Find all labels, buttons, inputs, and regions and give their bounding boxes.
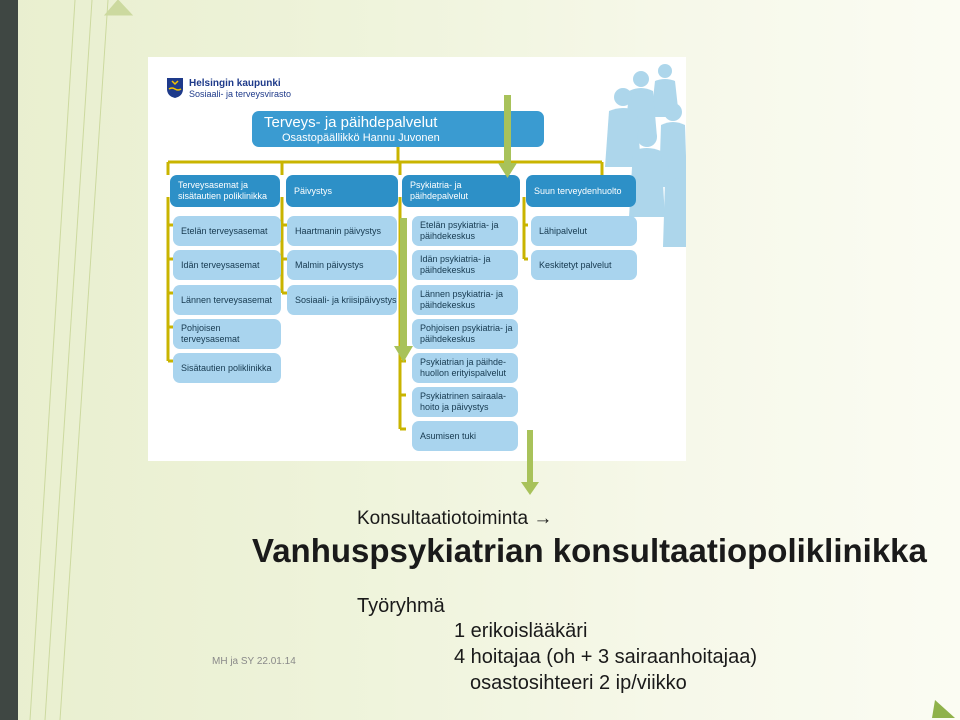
main-heading: Vanhuspsykiatrian konsultaatiopoliklinikka [252,532,927,569]
org-title-box [252,111,544,147]
footer-text: MH ja SY 22.01.14 [212,656,296,667]
org-unit: Etelän psykiatria- ja päihdekeskus [412,216,518,246]
col-header-psykiatria: Psykiatria- ja päihdepalvelut [402,175,520,207]
org-unit: Lännen psykiatria- ja päihdekeskus [412,285,518,315]
org-unit: Pohjoisen terveysasemat [173,319,281,349]
org-unit: Sisätautien poliklinikka [173,353,281,383]
col-header-paivystys: Päivystys [286,175,398,207]
right-arrow-icon: → [533,508,553,529]
logo-city: Helsingin kaupunki [189,77,281,89]
org-unit: Malmin päivystys [287,250,397,280]
col-header-terveysasemat: Terveysasemat ja sisätautien poliklinikka [170,175,280,207]
consult-label: Konsultaatiotoiminta [357,508,529,529]
logo-department: Sosiaali- ja terveysvirasto [189,88,292,99]
org-unit: Sosiaali- ja kriisipäivystys [287,285,397,315]
org-unit: Keskitetyt palvelut [531,250,637,280]
group-label: Työryhmä [357,595,445,617]
consult-line [357,508,552,530]
org-unit: Haartmanin päivystys [287,216,397,246]
org-unit: Lähipalvelut [531,216,637,246]
org-unit: Idän terveysasemat [173,250,281,280]
col-header-suun: Suun terveydenhuolto [526,175,636,207]
team-member: osastosihteeri 2 ip/viikko [470,672,687,694]
org-unit: Etelän terveysasemat [173,216,281,246]
org-unit: Psykiatrinen sairaala- hoito ja päivystys [412,387,518,417]
org-unit: Lännen terveysasemat [173,285,281,315]
org-subtitle: Osastopäällikkö Hannu Juvonen [282,132,440,144]
org-unit: Psykiatrian ja päihde- huollon erityispalvelut [412,353,518,383]
org-unit: Idän psykiatria- ja päihdekeskus [412,250,518,280]
team-member: 4 hoitajaa (oh + 3 sairaanhoitajaa) [454,646,757,668]
org-chart-panel [148,57,686,461]
org-title: Terveys- ja päihdepalvelut [264,114,438,131]
team-member: 1 erikoislääkäri [454,620,588,642]
org-unit: Pohjoisen psykiatria- ja päihdekeskus [412,319,518,349]
org-unit: Asumisen tuki [412,421,518,451]
